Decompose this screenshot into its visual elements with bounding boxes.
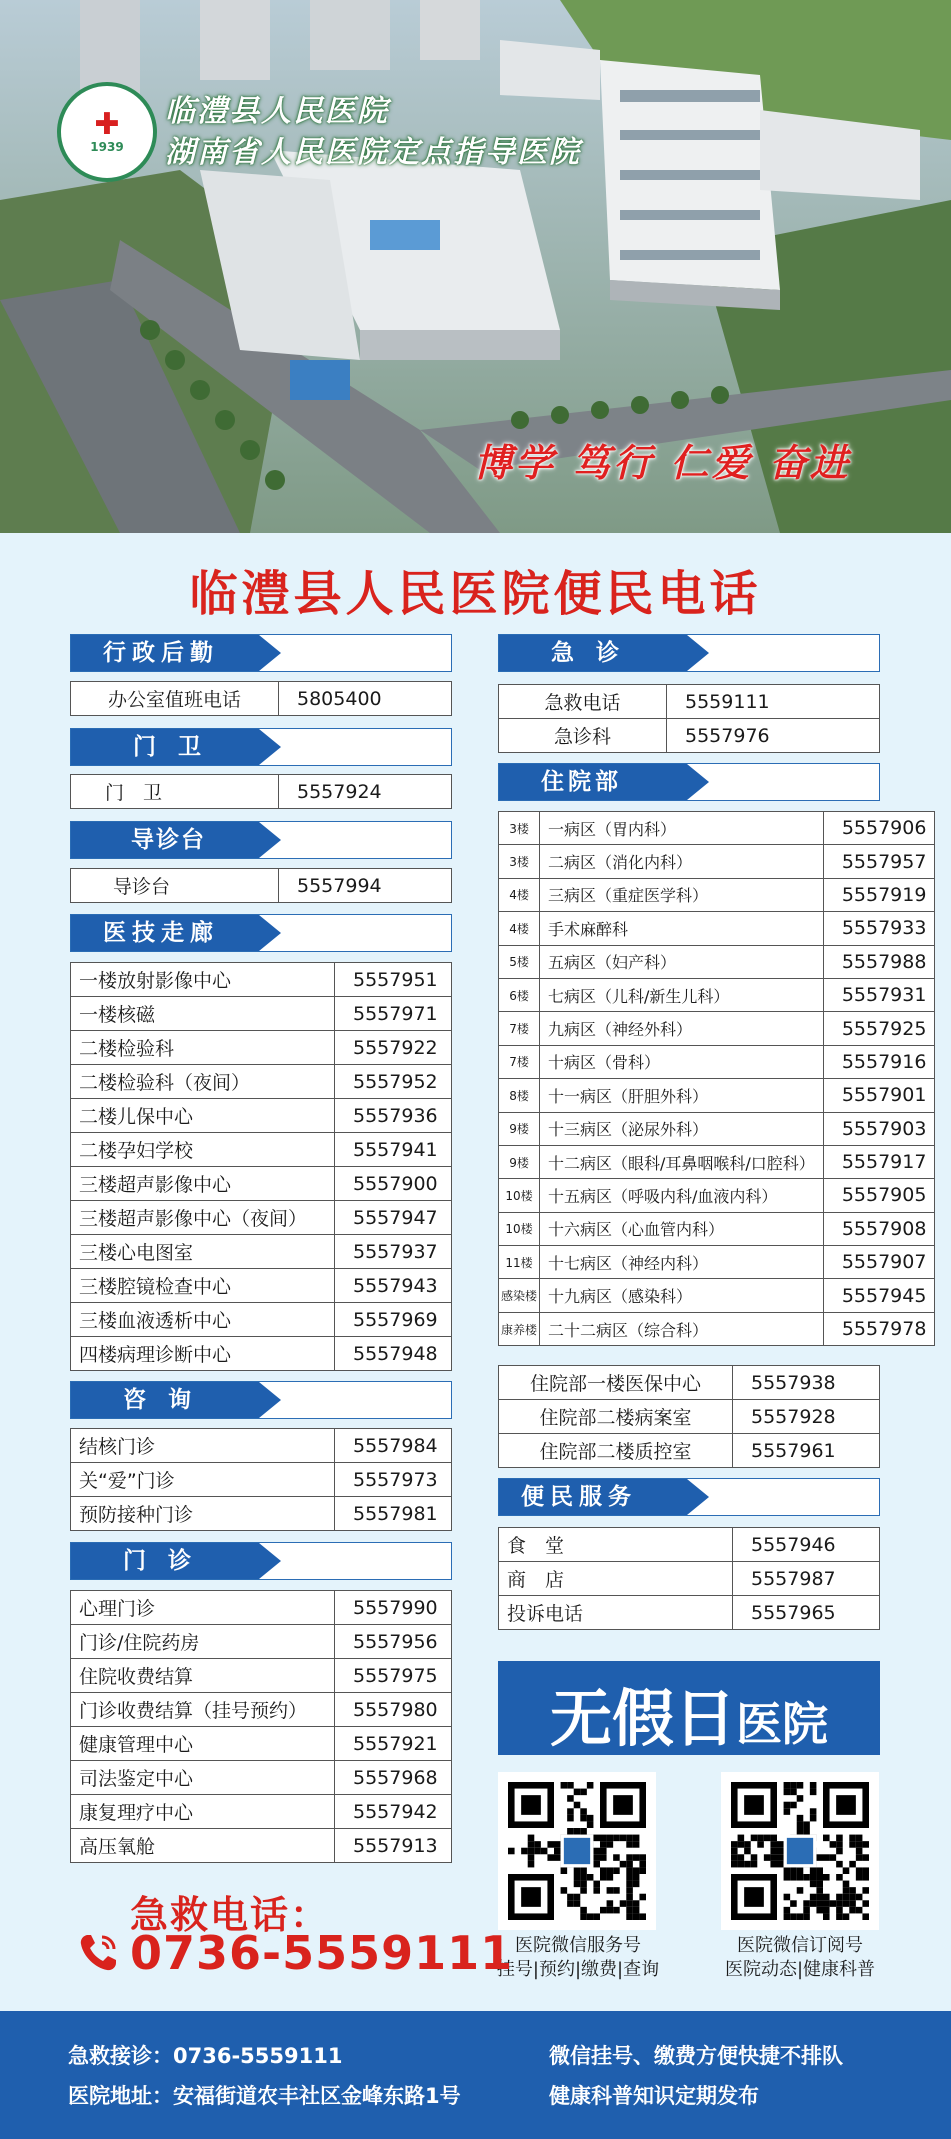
dept-name: 预防接种门诊 bbox=[71, 1497, 335, 1531]
qr-icon bbox=[508, 1782, 646, 1920]
floor-label: 9楼 bbox=[499, 1145, 540, 1178]
dept-name: 二楼检验科（夜间） bbox=[71, 1065, 335, 1099]
table-row bbox=[71, 682, 452, 716]
ward-name: 九病区（神经外科） bbox=[540, 1012, 824, 1045]
phone-number[interactable]: 5557925 bbox=[823, 1012, 935, 1045]
table-row bbox=[71, 1727, 452, 1761]
floor-label: 康养楼 bbox=[499, 1312, 540, 1345]
banner-small-text: 医院 bbox=[736, 1697, 828, 1751]
table-row bbox=[499, 978, 935, 1011]
table-row bbox=[71, 1269, 452, 1303]
table-row bbox=[499, 1079, 935, 1112]
table-consult bbox=[70, 1428, 452, 1531]
table-row bbox=[71, 1829, 452, 1863]
table-row bbox=[71, 1167, 452, 1201]
section-header-admin bbox=[70, 634, 452, 672]
table-row bbox=[71, 1659, 452, 1693]
table-inpatient-extra bbox=[498, 1365, 880, 1468]
dept-name: 商 店 bbox=[499, 1562, 733, 1596]
footer-science: 健康科普知识定期发布 bbox=[549, 2084, 759, 2108]
phone-number[interactable]: 5557981 bbox=[335, 1497, 452, 1531]
phone-number[interactable]: 5557969 bbox=[335, 1303, 452, 1337]
table-row bbox=[71, 1337, 452, 1371]
ward-name: 十五病区（呼吸内科/血液内科） bbox=[540, 1179, 824, 1212]
phone-number[interactable]: 5557908 bbox=[823, 1212, 935, 1245]
floor-label: 3楼 bbox=[499, 845, 540, 878]
phone-number[interactable]: 5557990 bbox=[335, 1591, 452, 1625]
table-row bbox=[71, 963, 452, 997]
table-row bbox=[499, 1366, 880, 1400]
dept-name: 住院部一楼医保中心 bbox=[499, 1366, 733, 1400]
table-guard bbox=[70, 774, 452, 809]
section-label: 行政后勤 bbox=[103, 640, 219, 666]
dept-name: 健康管理中心 bbox=[71, 1727, 335, 1761]
emergency-call[interactable] bbox=[74, 1926, 513, 1980]
phone-number[interactable]: 5557917 bbox=[823, 1145, 935, 1178]
dept-name: 二楼儿保中心 bbox=[71, 1099, 335, 1133]
dept-name: 三楼血液透析中心 bbox=[71, 1303, 335, 1337]
phone-number[interactable]: 5557994 bbox=[279, 869, 452, 903]
ward-name: 二病区（消化内科） bbox=[540, 845, 824, 878]
dept-name: 关“爱”门诊 bbox=[71, 1463, 335, 1497]
table-row bbox=[71, 997, 452, 1031]
footer bbox=[0, 2011, 951, 2139]
phone-number[interactable]: 5557928 bbox=[733, 1400, 880, 1434]
table-row bbox=[71, 1065, 452, 1099]
table-row bbox=[499, 1279, 935, 1312]
qr-title: 医院微信服务号 bbox=[515, 1935, 641, 1956]
dept-name: 三楼超声影像中心（夜间） bbox=[71, 1201, 335, 1235]
floor-label: 感染楼 bbox=[499, 1279, 540, 1312]
phone-number[interactable]: 5557903 bbox=[823, 1112, 935, 1145]
ward-name: 二十二病区（综合科） bbox=[540, 1312, 824, 1345]
table-row bbox=[499, 1562, 880, 1596]
table-row bbox=[71, 1795, 452, 1829]
table-row bbox=[71, 1235, 452, 1269]
floor-label: 7楼 bbox=[499, 1045, 540, 1078]
phone-number[interactable]: 5557965 bbox=[733, 1596, 880, 1630]
phone-number[interactable]: 5557947 bbox=[335, 1201, 452, 1235]
table-row bbox=[499, 1045, 935, 1078]
floor-label: 10楼 bbox=[499, 1179, 540, 1212]
hospital-subtitle: 湖南省人民医院定点指导医院 bbox=[165, 135, 581, 170]
table-row bbox=[71, 1303, 452, 1337]
table-guide bbox=[70, 868, 452, 903]
table-row bbox=[499, 1400, 880, 1434]
qr-subtitle: 挂号|预约|缴费|查询 bbox=[496, 1959, 660, 1980]
hospital-logo bbox=[57, 82, 157, 182]
table-row bbox=[71, 1761, 452, 1795]
table-row bbox=[499, 1012, 935, 1045]
table-row bbox=[71, 1133, 452, 1167]
ward-name: 十二病区（眼科/耳鼻咽喉科/口腔科） bbox=[540, 1145, 824, 1178]
phone-number[interactable]: 5557922 bbox=[335, 1031, 452, 1065]
phone-number[interactable]: 5557952 bbox=[335, 1065, 452, 1099]
ward-name: 十一病区（肝胆外科） bbox=[540, 1079, 824, 1112]
qr-subtitle: 医院动态|健康科普 bbox=[724, 1959, 876, 1980]
qr-title: 医院微信订阅号 bbox=[737, 1935, 863, 1956]
ward-name: 十三病区（泌尿外科） bbox=[540, 1112, 824, 1145]
ward-name: 十六病区（心血管内科） bbox=[540, 1212, 824, 1245]
ward-name: 五病区（妇产科） bbox=[540, 945, 824, 978]
dept-name: 二楼孕妇学校 bbox=[71, 1133, 335, 1167]
section-label: 急诊 bbox=[551, 640, 641, 666]
phone-number[interactable]: 5557968 bbox=[335, 1761, 452, 1795]
dept-name: 一楼放射影像中心 bbox=[71, 963, 335, 997]
phone-number[interactable]: 5557941 bbox=[335, 1133, 452, 1167]
footer-address: 医院地址：安福街道农丰社区金峰东路1号 bbox=[68, 2084, 461, 2108]
red-cross-icon: ✚ bbox=[94, 107, 120, 142]
table-row bbox=[499, 1212, 935, 1245]
section-label: 咨询 bbox=[123, 1387, 213, 1413]
footer-emergency: 急救接诊：0736-5559111 bbox=[68, 2044, 343, 2068]
emergency-call-label: 急救电话： bbox=[130, 1893, 331, 1937]
phone-number[interactable]: 5557975 bbox=[335, 1659, 452, 1693]
phone-number[interactable]: 5557916 bbox=[823, 1045, 935, 1078]
banner-big-text: 无假日 bbox=[549, 1682, 736, 1755]
dept-name: 急救电话 bbox=[499, 685, 667, 719]
phone-number[interactable]: 5559111 bbox=[667, 685, 880, 719]
table-row bbox=[499, 912, 935, 945]
table-row bbox=[499, 878, 935, 911]
phone-number[interactable]: 5557945 bbox=[823, 1279, 935, 1312]
qr-icon bbox=[731, 1782, 869, 1920]
table-tech bbox=[70, 962, 452, 1371]
table-row bbox=[71, 1693, 452, 1727]
table-emergency bbox=[498, 684, 880, 753]
table-row bbox=[499, 1246, 935, 1279]
section-label: 便民服务 bbox=[521, 1484, 637, 1510]
ward-name: 手术麻醉科 bbox=[540, 912, 824, 945]
phone-number[interactable]: 5557946 bbox=[733, 1528, 880, 1562]
table-row bbox=[71, 1031, 452, 1065]
section-header-inpatient bbox=[498, 763, 880, 801]
floor-label: 7楼 bbox=[499, 1012, 540, 1045]
page-title: 临澧县人民医院便民电话 bbox=[189, 566, 762, 622]
table-inpatient bbox=[498, 811, 935, 1346]
qr-caption-subscription bbox=[690, 1934, 910, 1982]
dept-name: 二楼检验科 bbox=[71, 1031, 335, 1065]
phone-number[interactable]: 5557907 bbox=[823, 1246, 935, 1279]
section-header-guard bbox=[70, 728, 452, 766]
table-outpatient bbox=[70, 1590, 452, 1863]
table-row bbox=[71, 1463, 452, 1497]
phone-number[interactable]: 5557938 bbox=[733, 1366, 880, 1400]
table-row bbox=[499, 1528, 880, 1562]
dept-name: 门诊收费结算（挂号预约） bbox=[71, 1693, 335, 1727]
ward-name: 七病区（儿科/新生儿科） bbox=[540, 978, 824, 1011]
footer-wechat: 微信挂号、缴费方便快捷不排队 bbox=[549, 2044, 843, 2068]
table-row bbox=[499, 1596, 880, 1630]
phone-number[interactable]: 5557984 bbox=[335, 1429, 452, 1463]
dept-name: 三楼心电图室 bbox=[71, 1235, 335, 1269]
floor-label: 6楼 bbox=[499, 978, 540, 1011]
table-row bbox=[499, 812, 935, 845]
phone-number[interactable]: 5557948 bbox=[335, 1337, 452, 1371]
section-header-outpatient bbox=[70, 1542, 452, 1580]
section-header-consult bbox=[70, 1381, 452, 1419]
dept-name: 高压氧舱 bbox=[71, 1829, 335, 1863]
table-row bbox=[71, 869, 452, 903]
dept-name: 一楼核磁 bbox=[71, 997, 335, 1031]
phone-number[interactable]: 5805400 bbox=[279, 682, 452, 716]
hospital-name: 临澧县人民医院 bbox=[165, 94, 389, 129]
dept-name: 司法鉴定中心 bbox=[71, 1761, 335, 1795]
floor-label: 3楼 bbox=[499, 812, 540, 845]
phone-number[interactable]: 5557924 bbox=[279, 775, 452, 809]
section-header-service bbox=[498, 1478, 880, 1516]
dept-name: 三楼超声影像中心 bbox=[71, 1167, 335, 1201]
ward-name: 十七病区（神经内科） bbox=[540, 1246, 824, 1279]
phone-number[interactable]: 5557987 bbox=[733, 1562, 880, 1596]
phone-number[interactable]: 5557900 bbox=[335, 1167, 452, 1201]
floor-label: 11楼 bbox=[499, 1246, 540, 1279]
phone-number[interactable]: 5557905 bbox=[823, 1179, 935, 1212]
ward-name: 十九病区（感染科） bbox=[540, 1279, 824, 1312]
dept-name: 住院部二楼病案室 bbox=[499, 1400, 733, 1434]
dept-name: 康复理疗中心 bbox=[71, 1795, 335, 1829]
phone-number[interactable]: 5557921 bbox=[335, 1727, 452, 1761]
phone-number[interactable]: 5557943 bbox=[335, 1269, 452, 1303]
phone-icon bbox=[74, 1929, 122, 1977]
floor-label: 10楼 bbox=[499, 1212, 540, 1245]
floor-label: 4楼 bbox=[499, 912, 540, 945]
floor-label: 5楼 bbox=[499, 945, 540, 978]
section-header-tech bbox=[70, 914, 452, 952]
phone-number[interactable]: 5557936 bbox=[335, 1099, 452, 1133]
dept-name: 急诊科 bbox=[499, 719, 667, 753]
section-label: 住院部 bbox=[541, 769, 622, 795]
dept-name: 食 堂 bbox=[499, 1528, 733, 1562]
qr-code-subscription-account[interactable] bbox=[721, 1772, 879, 1930]
dept-name: 住院收费结算 bbox=[71, 1659, 335, 1693]
phone-number[interactable]: 5557971 bbox=[335, 997, 452, 1031]
table-row bbox=[499, 1434, 880, 1468]
floor-label: 9楼 bbox=[499, 1112, 540, 1145]
table-row bbox=[71, 1591, 452, 1625]
table-service bbox=[498, 1527, 880, 1630]
ward-name: 一病区（胃内科） bbox=[540, 812, 824, 845]
dept-name: 住院部二楼质控室 bbox=[499, 1434, 733, 1468]
phone-number[interactable]: 5557937 bbox=[335, 1235, 452, 1269]
dept-name: 门 卫 bbox=[71, 775, 279, 809]
section-label: 门诊 bbox=[123, 1548, 213, 1574]
table-row bbox=[499, 845, 935, 878]
ward-name: 三病区（重症医学科） bbox=[540, 878, 824, 911]
dept-name: 四楼病理诊断中心 bbox=[71, 1337, 335, 1371]
table-row bbox=[71, 1625, 452, 1659]
phone-number[interactable]: 5557988 bbox=[823, 945, 935, 978]
table-row bbox=[71, 775, 452, 809]
table-row bbox=[499, 1145, 935, 1178]
floor-label: 4楼 bbox=[499, 878, 540, 911]
table-row bbox=[499, 1312, 935, 1345]
section-header-emergency bbox=[498, 634, 880, 672]
phone-number[interactable]: 5557978 bbox=[823, 1312, 935, 1345]
table-row bbox=[499, 719, 880, 753]
phone-number[interactable]: 5557951 bbox=[335, 963, 452, 997]
dept-name: 投诉电话 bbox=[499, 1596, 733, 1630]
emergency-number[interactable]: 0736-5559111 bbox=[130, 1926, 514, 1980]
hospital-motto: 博学 笃行 仁爱 奋进 bbox=[474, 440, 851, 485]
dept-name: 结核门诊 bbox=[71, 1429, 335, 1463]
section-label: 门卫 bbox=[133, 734, 223, 760]
logo-year: 1939 bbox=[90, 140, 124, 154]
table-row bbox=[499, 1112, 935, 1145]
phone-number[interactable]: 5557901 bbox=[823, 1079, 935, 1112]
phone-number[interactable]: 5557980 bbox=[335, 1693, 452, 1727]
dept-name: 导诊台 bbox=[71, 869, 279, 903]
dept-name: 门诊/住院药房 bbox=[71, 1625, 335, 1659]
phone-number[interactable]: 5557976 bbox=[667, 719, 880, 753]
dept-name: 心理门诊 bbox=[71, 1591, 335, 1625]
phone-number[interactable]: 5557919 bbox=[823, 878, 935, 911]
phone-number[interactable]: 5557956 bbox=[335, 1625, 452, 1659]
phone-number[interactable]: 5557913 bbox=[335, 1829, 452, 1863]
phone-number[interactable]: 5557961 bbox=[733, 1434, 880, 1468]
phone-number[interactable]: 5557933 bbox=[823, 912, 935, 945]
phone-number[interactable]: 5557942 bbox=[335, 1795, 452, 1829]
phone-number[interactable]: 5557931 bbox=[823, 978, 935, 1011]
holiday-hospital-banner bbox=[498, 1661, 880, 1755]
phone-number[interactable]: 5557906 bbox=[823, 812, 935, 845]
qr-code-service-account[interactable] bbox=[498, 1772, 656, 1930]
phone-number[interactable]: 5557957 bbox=[823, 845, 935, 878]
table-row bbox=[499, 945, 935, 978]
phone-number[interactable]: 5557973 bbox=[335, 1463, 452, 1497]
dept-name: 三楼腔镜检查中心 bbox=[71, 1269, 335, 1303]
table-row bbox=[71, 1201, 452, 1235]
table-row bbox=[71, 1497, 452, 1531]
section-label: 医技走廊 bbox=[103, 920, 219, 946]
section-header-guide bbox=[70, 821, 452, 859]
floor-label: 8楼 bbox=[499, 1079, 540, 1112]
dept-name: 办公室值班电话 bbox=[71, 682, 279, 716]
section-label: 导诊台 bbox=[131, 827, 206, 853]
table-row bbox=[499, 1179, 935, 1212]
table-row bbox=[499, 685, 880, 719]
table-admin bbox=[70, 681, 452, 716]
hospital-aerial-photo bbox=[0, 0, 951, 533]
ward-name: 十病区（骨科） bbox=[540, 1045, 824, 1078]
table-row bbox=[71, 1099, 452, 1133]
table-row bbox=[71, 1429, 452, 1463]
